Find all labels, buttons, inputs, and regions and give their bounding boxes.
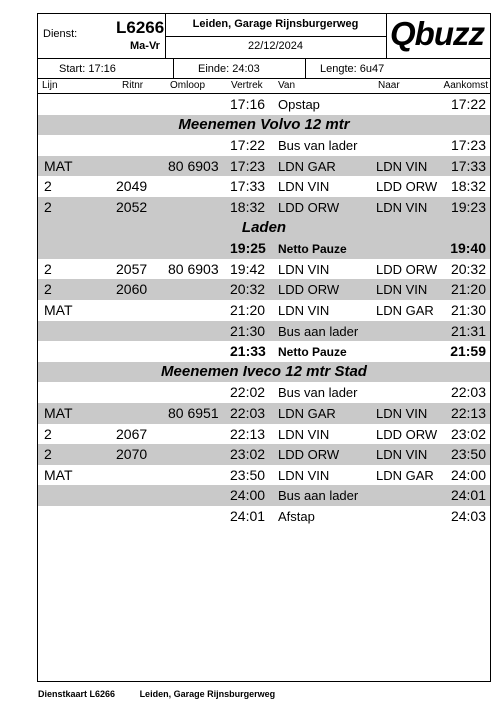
table-row [38,321,490,342]
cell-lijn: 2 [44,260,52,277]
cell-vertrek: 23:50 [230,466,266,483]
cell-aankomst: 17:23 [450,137,486,154]
col-naar: Naar [378,80,400,91]
cell-vertrek: 20:32 [230,281,266,298]
cell-lijn: MAT [44,157,73,174]
location: Leiden, Garage Rijnsburgerweg [192,18,359,30]
cell-vertrek: 17:16 [230,96,266,112]
cell-aankomst: 17:22 [450,96,486,112]
cell-aankomst: 21:31 [450,322,486,339]
cell-lijn: 2 [44,198,52,215]
cell-van: Bus aan lader [278,488,359,504]
cell-van: LDN VIN [278,426,330,442]
cell-van: LDD ORW [278,282,340,298]
duration: Lengte: 6u47 [320,63,385,75]
cell-naar: LDN VIN [376,447,428,463]
section-title: Meenemen Volvo 12 mtr [178,115,350,133]
cell-vertrek: 17:22 [230,137,266,154]
section-header [38,115,490,136]
cell-aankomst: 21:30 [450,301,486,318]
cell-naar: LDN VIN [376,282,428,298]
cell-ritnr: 2067 [116,425,148,442]
table-row [38,382,490,403]
footer [38,689,297,699]
cell-lijn: MAT [44,466,73,483]
cell-lijn: 2 [44,425,52,442]
cell-lijn: MAT [44,404,73,421]
dienst-days: Ma-Vr [130,40,160,52]
cell-van: Netto Pauze [278,345,347,360]
header-top [38,14,490,59]
cell-naar: LDN VIN [376,158,428,174]
table-row [38,300,490,321]
cell-van: Netto Pauze [278,242,347,257]
cell-van: Bus aan lader [278,323,359,339]
cell-naar: LDD ORW [376,261,438,277]
dienst-label: Dienst: [43,28,78,40]
table-row [38,444,490,465]
table-row [38,176,490,197]
cell-vertrek: 21:33 [230,343,266,360]
cell-aankomst: 23:02 [450,425,486,442]
section-title: Laden [241,218,287,236]
cell-vertrek: 17:23 [230,157,266,174]
column-headers [38,79,490,94]
cell-van: LDN VIN [278,179,330,195]
cell-lijn: MAT [44,301,73,318]
cell-vertrek: 24:01 [230,507,266,524]
cell-van: LDN VIN [278,261,330,277]
cell-van: Bus van lader [278,385,358,401]
cell-van: Opstap [278,97,320,112]
table-row [38,197,490,218]
cell-naar: LDN GAR [376,467,434,483]
cell-omloop: 80 6903 [168,260,219,277]
table-row [38,465,490,486]
cell-aankomst: 19:40 [450,240,486,257]
pause-row [38,238,490,259]
table-row [38,135,490,156]
cell-aankomst: 18:32 [450,178,486,195]
table-row [38,279,490,300]
table-row [38,506,490,527]
cell-vertrek: 18:32 [230,198,266,215]
cell-vertrek: 19:42 [230,260,266,277]
end-time: Einde: 24:03 [198,63,260,75]
col-aankomst: Aankomst [443,80,488,91]
col-omloop: Omloop [170,80,206,91]
section-title: Meenemen Iveco 12 mtr Stad [161,362,367,380]
cell-vertrek: 21:20 [230,301,266,318]
start-time: Start: 17:16 [59,63,116,75]
cell-naar: LDN VIN [376,405,428,421]
section-header [38,362,490,383]
cell-vertrek: 24:00 [230,487,266,504]
header-times [38,59,490,79]
qbuzz-logo: Qbuzz [390,15,484,52]
cell-aankomst: 24:00 [450,466,486,483]
footer-location: Leiden, Garage Rijnsburgerweg [139,689,276,699]
cell-naar: LDD ORW [376,179,438,195]
cell-vertrek: 21:30 [230,322,266,339]
duty-card [37,13,491,682]
cell-ritnr: 2049 [116,178,148,195]
cell-lijn: 2 [44,446,52,463]
table-row [38,424,490,445]
dienst-code: L6266 [116,18,165,37]
cell-van: LDN GAR [278,405,336,421]
table-row [38,403,490,424]
cell-aankomst: 22:13 [450,404,486,421]
divider [386,14,387,58]
col-van: Van [278,80,296,91]
cell-naar: LDN GAR [376,302,434,318]
cell-lijn: 2 [44,178,52,195]
cell-ritnr: 2057 [116,260,148,277]
cell-vertrek: 22:03 [230,404,266,421]
date: 22/12/2024 [247,40,304,52]
cell-vertrek: 23:02 [230,446,266,463]
cell-van: Afstap [278,508,315,524]
table-row [38,94,490,115]
cell-naar: LDD ORW [376,426,438,442]
cell-van: Bus van lader [278,138,358,154]
cell-vertrek: 19:25 [230,240,266,257]
divider [165,36,386,37]
cell-vertrek: 22:02 [230,384,266,401]
cell-ritnr: 2052 [116,198,148,215]
cell-omloop: 80 6903 [168,157,219,174]
cell-van: LDN VIN [278,467,330,483]
cell-vertrek: 22:13 [230,425,266,442]
cell-ritnr: 2070 [116,446,148,463]
table-row [38,156,490,177]
cell-van: LDD ORW [278,199,340,215]
cell-aankomst: 23:50 [450,446,486,463]
col-ritnr: Ritnr [122,80,144,91]
cell-aankomst: 24:03 [450,507,486,524]
table-row [38,485,490,506]
cell-aankomst: 20:32 [450,260,486,277]
col-vertrek: Vertrek [231,80,263,91]
cell-aankomst: 21:20 [450,281,486,298]
cell-van: LDN GAR [278,158,336,174]
cell-naar: LDN VIN [376,199,428,215]
cell-vertrek: 17:33 [230,178,266,195]
cell-aankomst: 21:59 [450,343,486,360]
cell-aankomst: 24:01 [450,487,486,504]
schedule-table [38,94,490,526]
cell-aankomst: 19:23 [450,198,486,215]
cell-van: LDD ORW [278,447,340,463]
cell-aankomst: 17:33 [450,157,486,174]
footer-card-id: Dienstkaart L6266 [38,689,116,699]
section-header [38,218,490,239]
cell-ritnr: 2060 [116,281,148,298]
pause-row [38,341,490,362]
cell-van: LDN VIN [278,302,330,318]
cell-lijn: 2 [44,281,52,298]
table-row [38,259,490,280]
divider [173,59,174,78]
divider [305,59,306,78]
col-lijn: Lijn [42,80,58,91]
cell-omloop: 80 6951 [168,404,219,421]
cell-aankomst: 22:03 [450,384,486,401]
